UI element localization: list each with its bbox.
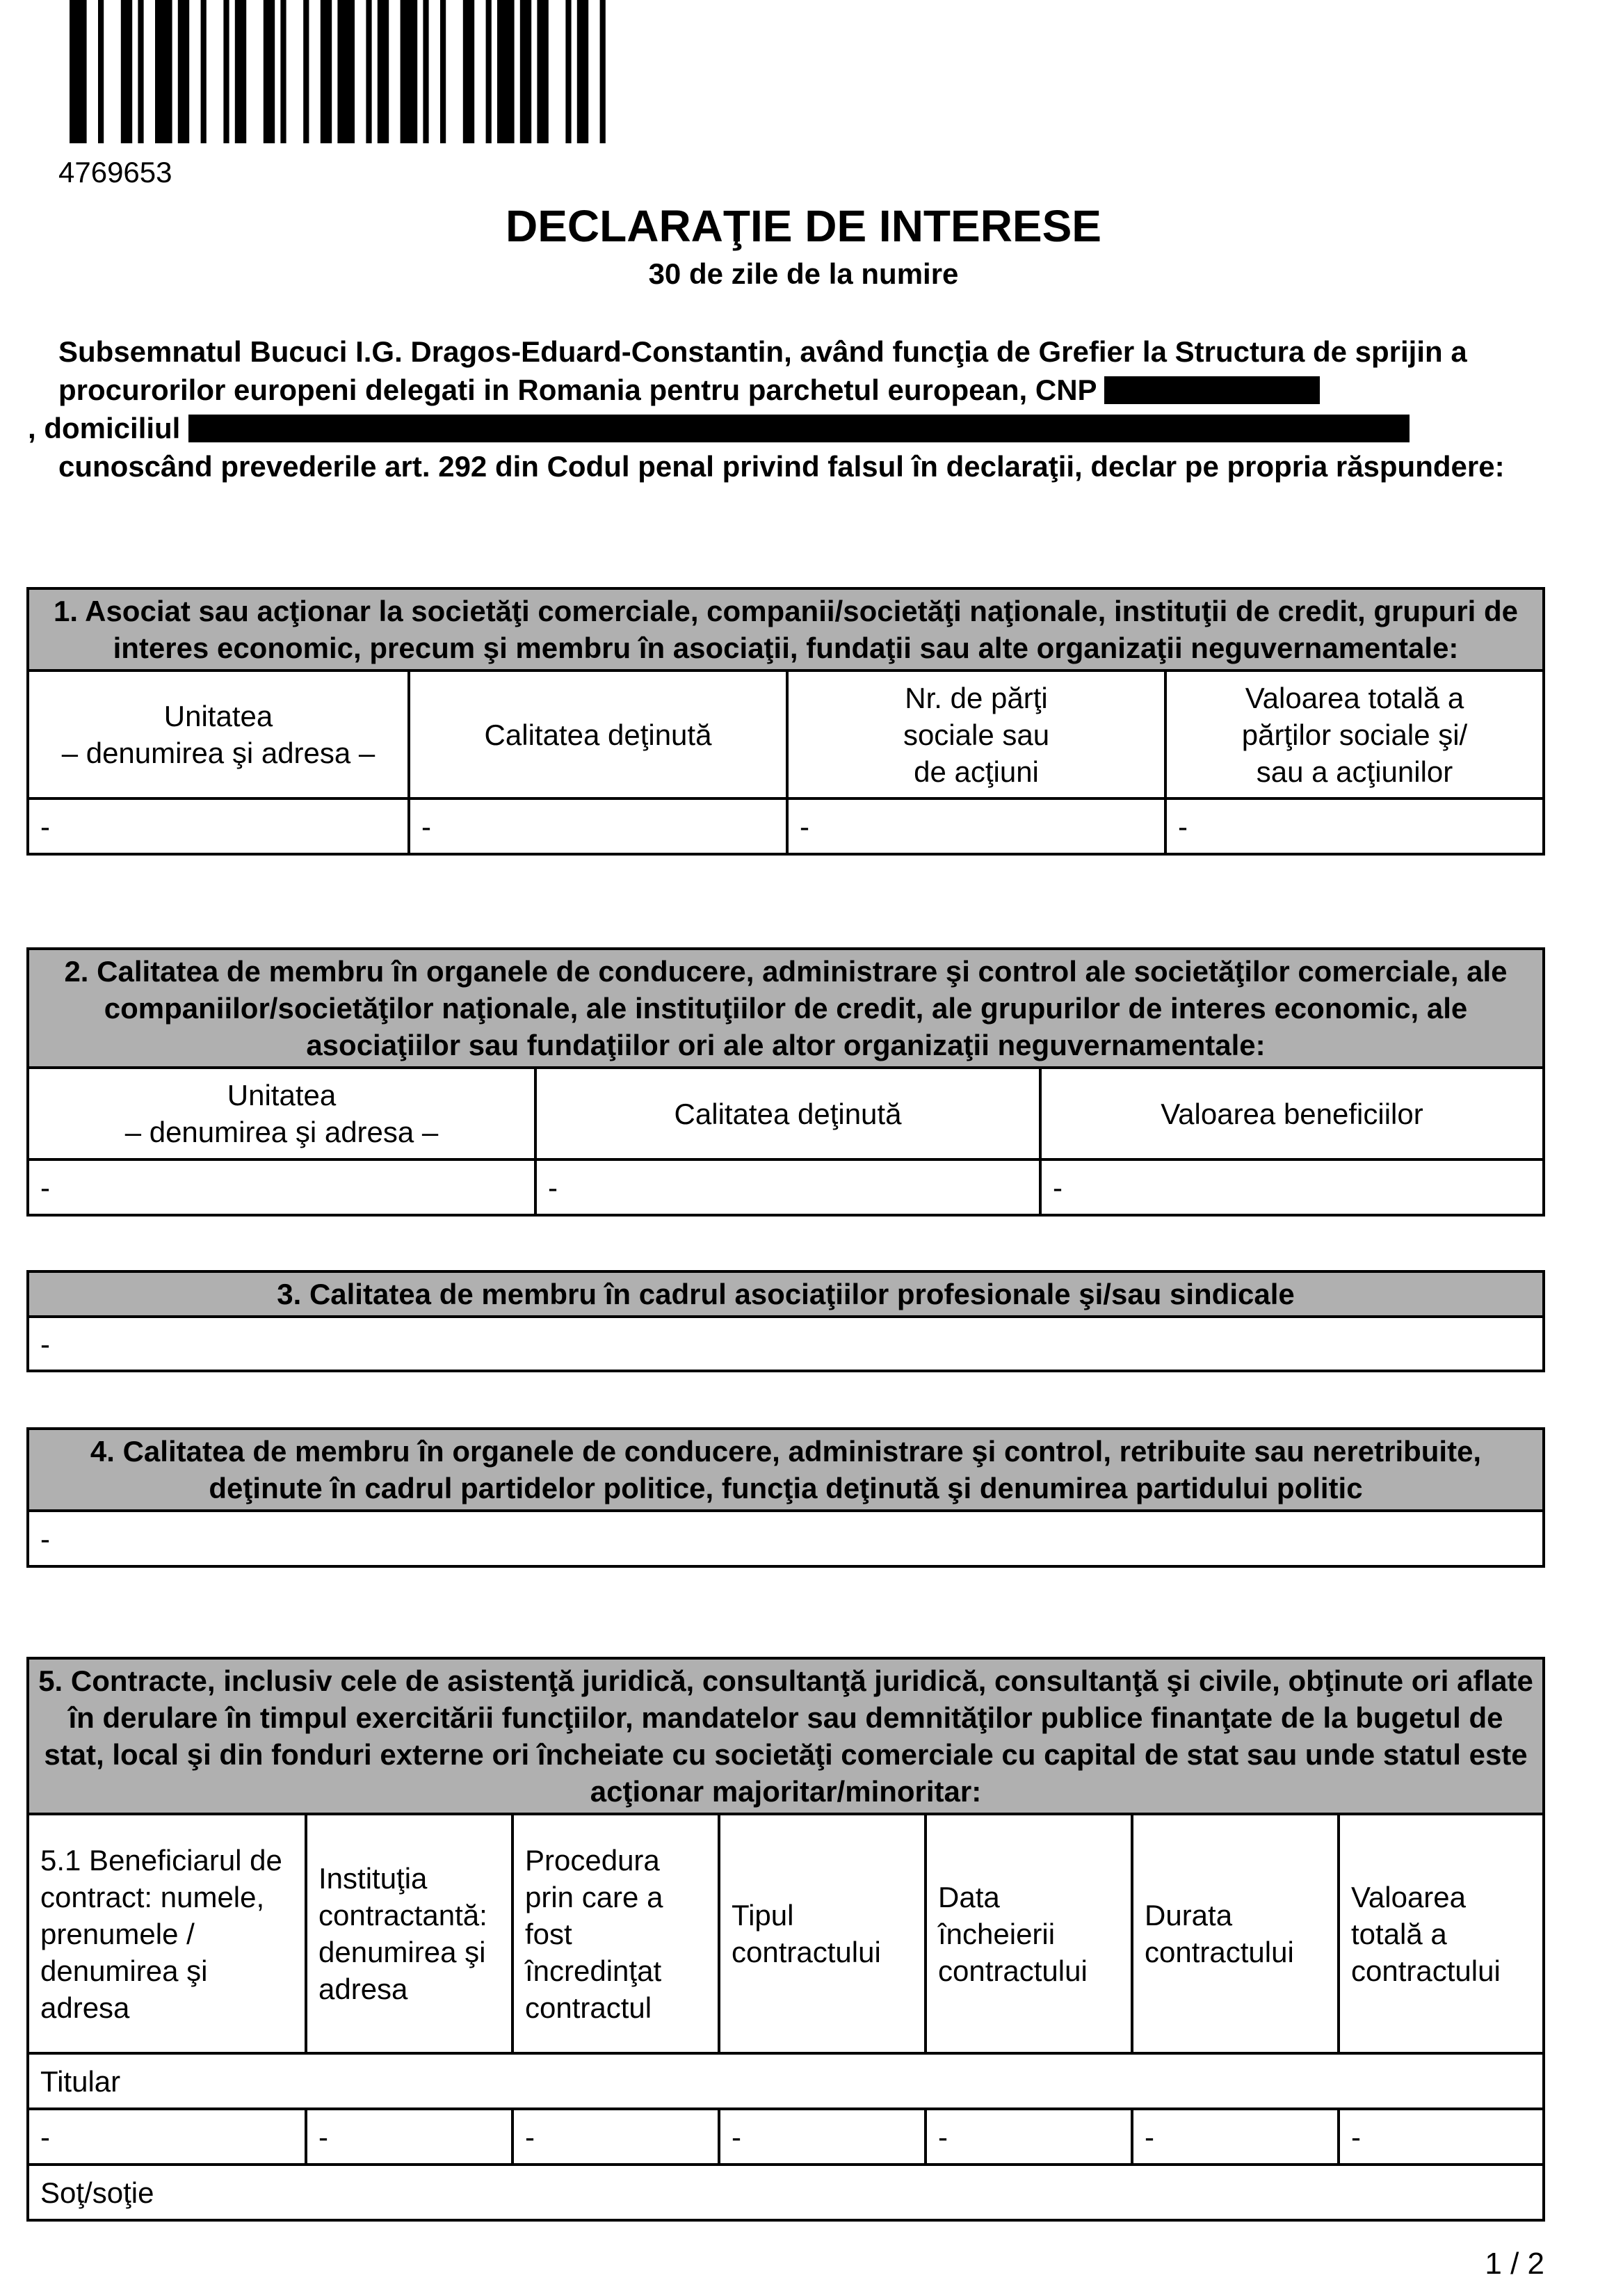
s5-col-data: Data încheierii contractului [924, 1815, 1131, 2052]
barcode-bar [280, 0, 286, 143]
barcode-bar [303, 0, 309, 143]
barcode-bar [577, 0, 588, 143]
s5-cell: - [1131, 2110, 1337, 2163]
section-4-header: 4. Calitatea de membru în organele de conducere, administrare şi control, retribuite sau neretribuite, deţinute în cadrul partidelor politice, funcţia deţinută şi denumirea partidului politic [29, 1430, 1542, 1512]
s5-col-beneficiar: 5.1 Beneficiarul de contract: numele, prenumele / denumirea şi adresa [40, 1843, 282, 2024]
s2-cell: - [40, 1171, 50, 1204]
intro-statement [28, 332, 1551, 485]
barcode-bar [520, 0, 531, 143]
s1-col-nr-parti: Nr. de părţi sociale sau de acţiuni [786, 672, 1164, 797]
s5-col-valoarea: Valoarea totală a contractului [1337, 1815, 1542, 2052]
barcode-bar [264, 0, 275, 143]
barcode-bar [463, 0, 474, 143]
section-4-table [26, 1427, 1545, 1568]
section-5-table [26, 1657, 1545, 2222]
section-2-table [26, 947, 1545, 1217]
section-3-header: 3. Calitatea de membru în cadrul asociaţiilor profesionale şi/sau sindicale [29, 1273, 1542, 1318]
s2-cell: - [534, 1161, 1039, 1214]
barcode-bar [70, 0, 87, 143]
barcode-bar [366, 0, 371, 143]
s5-sot-label: Soţ/soţie [40, 2176, 154, 2209]
s5-col-procedura: Procedura prin care a fost încredinţat contractul [511, 1815, 718, 2052]
s5-cell: - [305, 2110, 511, 2163]
barcode-bar [537, 0, 548, 143]
document-subtitle: 30 de zile de la numire [648, 257, 959, 290]
section-1-header: 1. Asociat sau acţionar la societăţi comerciale, companii/societăţi naţionale, instituţii de credit, grupuri de interes economic, precum şi membru în asociaţii, fundaţii sau alte organizaţii neguvernamentale: [29, 590, 1542, 672]
intro-line-1: Subsemnatul Bucuci I.G. Dragos-Eduard-Constantin, având funcţia de Grefier la Structura de sprijin a procurorilor europeni delegati in Romania pentru parchetul european, CNP [58, 335, 1467, 406]
s5-col-institutia: Instituţia contractantă: denumirea şi adresa [305, 1815, 511, 2052]
barcode-bar [600, 0, 606, 143]
section-5-header: 5. Contracte, inclusiv cele de asistenţă juridică, consultanţă juridică, consultanţă şi civile, obţinute ori aflate în derulare în timpul exercitării funcţiilor, mandatelor sau demnităţilor publice finanţate de la bugetul de stat, local şi din fonduri externe ori încheiate cu societăţi comerciale cu capital de stat sau unde statul este acţionar majoritar/minoritar: [29, 1660, 1542, 1815]
s2-col-unitatea: Unitatea – denumirea şi adresa – [124, 1079, 439, 1148]
s5-cell: - [924, 2110, 1131, 2163]
s1-col-valoarea: Valoarea totală a părţilor sociale şi/ sau a acţiunilor [1164, 672, 1542, 797]
section-1-table [26, 587, 1545, 856]
s5-cell: - [511, 2110, 718, 2163]
barcode-bar [486, 0, 492, 143]
s1-cell: - [407, 800, 786, 853]
s1-cell: - [40, 810, 50, 843]
intro-line-2: , domiciliul [28, 412, 181, 444]
s3-cell: - [40, 1327, 50, 1360]
section-3-table [26, 1270, 1545, 1372]
barcode-bar [440, 0, 446, 143]
redacted-cnp [1104, 376, 1320, 404]
barcode-bar [138, 0, 143, 143]
s4-cell: - [40, 1522, 50, 1555]
s5-cell: - [40, 2120, 50, 2153]
barcode [70, 0, 854, 143]
section-2-header: 2. Calitatea de membru în organele de conducere, administrare şi control ale societăţilor comerciale, ale companiilor/societăţilor naţionale, ale instituţiilor de credit, ale grupurilor de interes economic, ale asociaţiilor sau fundaţiilor ori ale altor organizaţii neguvernamentale: [29, 950, 1542, 1069]
barcode-number: 4769653 [58, 156, 172, 188]
barcode-bar [321, 0, 332, 143]
s1-cell: - [786, 800, 1164, 853]
barcode-bar [401, 0, 418, 143]
barcode-bar [121, 0, 132, 143]
s2-cell: - [1039, 1161, 1542, 1214]
barcode-bar [98, 0, 104, 143]
s2-col-calitatea: Calitatea deţinută [534, 1069, 1039, 1158]
barcode-bar [223, 0, 229, 143]
s1-cell: - [1164, 800, 1542, 853]
barcode-bar [235, 0, 246, 143]
s5-cell: - [1337, 2110, 1542, 2163]
barcode-bar [565, 0, 571, 143]
document-title: DECLARAŢIE DE INTERESE [506, 201, 1101, 251]
barcode-bar [178, 0, 189, 143]
barcode-bar [337, 0, 355, 143]
barcode-bar [155, 0, 172, 143]
barcode-bar [497, 0, 515, 143]
barcode-bar [201, 0, 207, 143]
s5-col-durata: Durata contractului [1131, 1815, 1337, 2052]
barcode-bar [378, 0, 389, 143]
s5-cell: - [718, 2110, 924, 2163]
page-number: 1 / 2 [1485, 2247, 1544, 2281]
intro-line-3: cunoscând prevederile art. 292 din Codul penal privind falsul în declaraţii, declar pe propria răspundere: [58, 450, 1505, 483]
s1-col-calitatea: Calitatea deţinută [407, 672, 786, 797]
barcode-bar [423, 0, 428, 143]
s5-titular-label: Titular [40, 2064, 121, 2098]
redacted-address [188, 415, 1410, 442]
s2-col-valoarea: Valoarea beneficiilor [1039, 1069, 1542, 1158]
s5-col-tipul: Tipul contractului [718, 1815, 924, 2052]
s1-col-unitatea: Unitatea – denumirea şi adresa – [61, 700, 375, 769]
